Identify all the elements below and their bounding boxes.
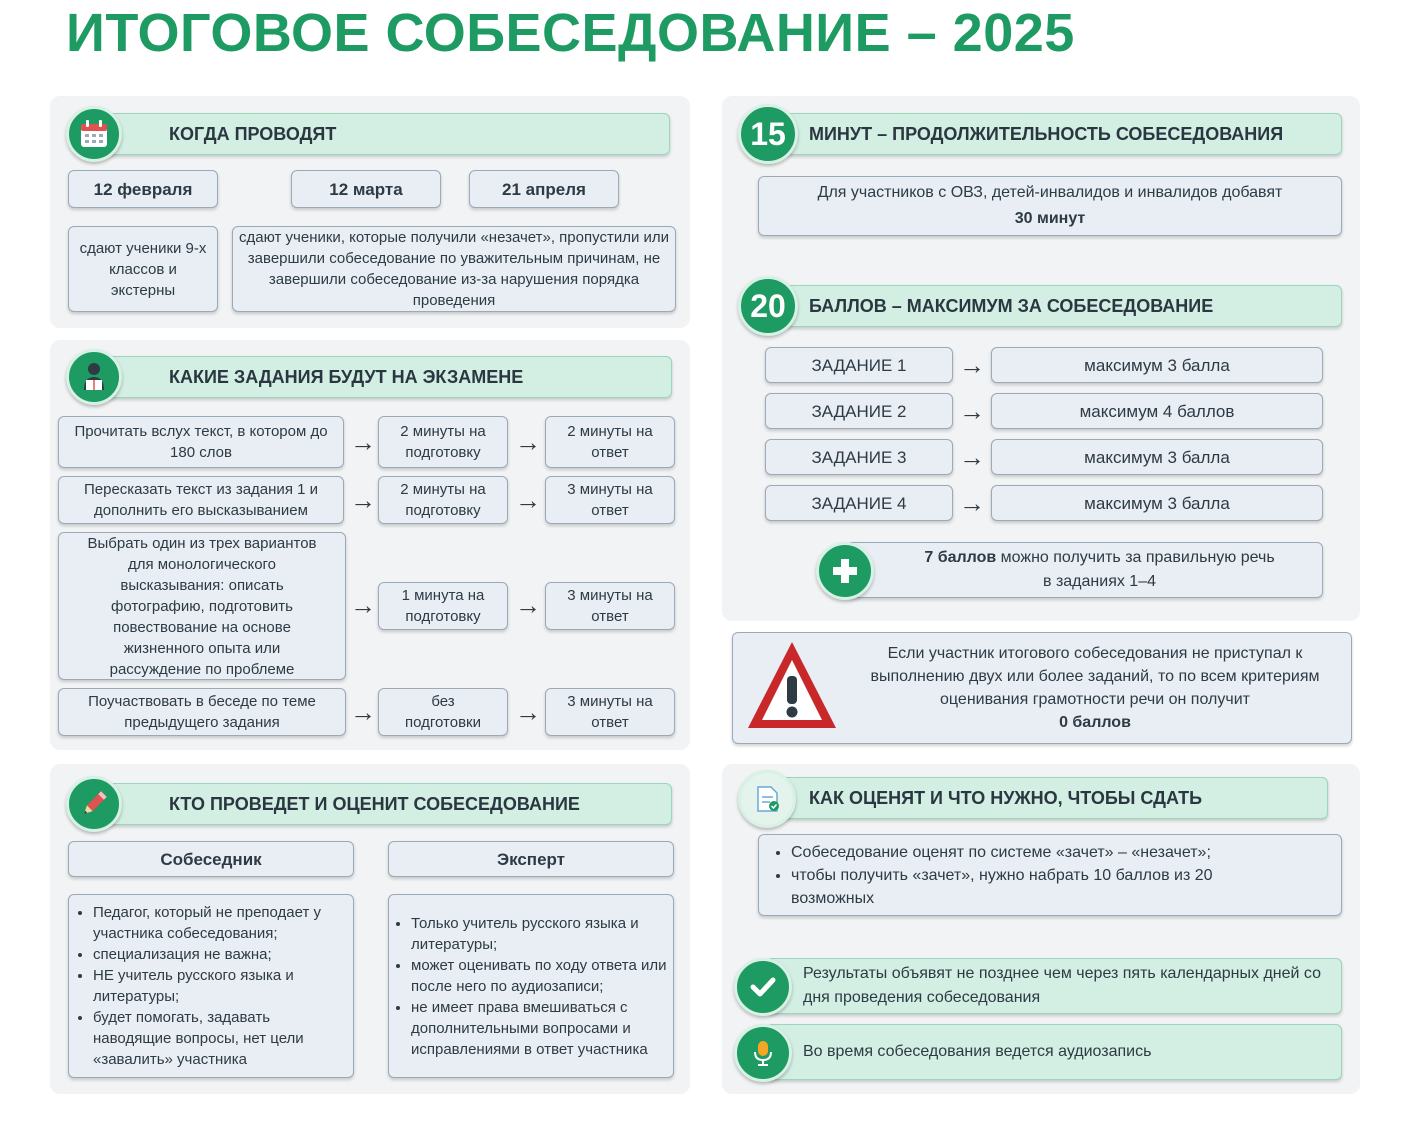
expert-list (388, 894, 674, 1078)
duration-number: 15 (738, 104, 798, 164)
who-takes-main: сдают ученики 9-х классов и экстерны (68, 226, 218, 312)
score-number: 20 (738, 276, 798, 336)
document-check-icon (738, 770, 796, 828)
results-box (766, 958, 1342, 1014)
who-takes-retake: сдают ученики, которые получили «незачет», пропустили или завершили собеседование по уважительным причинам, не завершили собеседование из-за нарушения порядка проведения (232, 226, 676, 312)
expert-title: Эксперт (388, 841, 674, 877)
expert-item: • не имеет права вмешиваться с дополнительными вопросами и исправлениями в ответ участника (411, 997, 669, 1060)
page-title: ИТОГОВОЕ СОБЕСЕДОВАНИЕ – 2025 (66, 3, 1075, 63)
task-2-prep: 2 минуты на подготовку (378, 476, 508, 524)
arrow-icon: → (515, 589, 541, 620)
microphone-icon (734, 1024, 792, 1082)
arrow-icon: → (350, 426, 376, 457)
task-1-prep: 2 минуты на подготовку (378, 416, 508, 468)
arrow-icon: → (515, 426, 541, 457)
task-3: Выбрать один из трех вариантов для монологического высказывания: описать фотографию, подготовить повествование на основе жизненного опыта или рассуждение по проблеме (58, 532, 346, 680)
score-max-4: максимум 3 балла (991, 485, 1323, 521)
grading-list (758, 834, 1342, 916)
score-max-1: максимум 3 балла (991, 347, 1323, 383)
pencil-icon (66, 776, 122, 832)
checkmark-icon (734, 958, 792, 1016)
results-text: Результаты объявят не позднее чем через пять календарных дней со дня проведения собеседования (803, 965, 1321, 1006)
task-1: Прочитать вслух текст, в котором до 180 слов (58, 416, 344, 468)
task-2-answer: 3 минуты на ответ (545, 476, 675, 524)
bonus-bold: 7 баллов (924, 549, 997, 566)
interviewer-item: • Педагог, который не преподает у участника собеседования; (93, 902, 349, 944)
task-3-prep: 1 минута на подготовку (378, 582, 508, 630)
warning-icon (744, 638, 840, 734)
score-max-2: максимум 4 баллов (991, 393, 1323, 429)
interviewer-item: • специализация не важна; (93, 944, 349, 965)
expert-item: • может оценивать по ходу ответа или после него по аудиозаписи; (411, 955, 669, 997)
score-task-1: ЗАДАНИЕ 1 (765, 347, 953, 383)
tasks-header: КАКИЕ ЗАДАНИЯ БУДУТ НА ЭКЗАМЕНЕ (98, 356, 672, 398)
arrow-icon: → (350, 696, 376, 727)
bonus-text: можно получить за правильную речь (1000, 549, 1275, 566)
bonus-note (846, 542, 1323, 598)
task-3-answer: 3 минуты на ответ (545, 582, 675, 630)
score-task-2: ЗАДАНИЕ 2 (765, 393, 953, 429)
task-2: Пересказать текст из задания 1 и дополнить его высказыванием (58, 476, 344, 524)
bonus-text-2: в заданиях 1–4 (1043, 573, 1156, 590)
score-header: БАЛЛОВ – МАКСИМУМ ЗА СОБЕСЕДОВАНИЕ (766, 285, 1342, 327)
when-header: КОГДА ПРОВОДЯТ (98, 113, 670, 155)
date-apr: 21 апреля (469, 170, 619, 208)
interviewer-list (68, 894, 354, 1078)
who-header: КТО ПРОВЕДЕТ И ОЦЕНИТ СОБЕСЕДОВАНИЕ (98, 783, 672, 825)
calendar-icon (66, 106, 122, 162)
audio-text: Во время собеседования ведется аудиозапись (803, 1043, 1152, 1060)
arrow-icon: → (959, 349, 985, 380)
date-feb: 12 февраля (68, 170, 218, 208)
arrow-icon: → (959, 441, 985, 472)
score-max-3: максимум 3 балла (991, 439, 1323, 475)
task-4: Поучаствовать в беседе по теме предыдущего задания (58, 688, 346, 736)
task-1-answer: 2 минуты на ответ (545, 416, 675, 468)
interviewer-item: • будет помогать, задавать наводящие вопросы, нет цели «завалить» участника (93, 1007, 349, 1070)
grading-item: • чтобы получить «зачет», нужно набрать 10 баллов из 20 возможных (791, 864, 1251, 910)
arrow-icon: → (515, 484, 541, 515)
interviewer-item: • НЕ учитель русского языка и литературы; (93, 965, 349, 1007)
grading-header: КАК ОЦЕНЯТ И ЧТО НУЖНО, ЧТОБЫ СДАТЬ (766, 777, 1328, 819)
reader-icon (66, 349, 122, 405)
plus-icon (816, 542, 874, 600)
grading-item: • Собеседование оценят по системе «зачет» – «незачет»; (791, 841, 1251, 864)
interviewer-title: Собеседник (68, 841, 354, 877)
arrow-icon: → (350, 589, 376, 620)
score-task-4: ЗАДАНИЕ 4 (765, 485, 953, 521)
duration-note (758, 176, 1342, 236)
duration-note-bold: 30 минут (1014, 210, 1086, 227)
task-4-answer: 3 минуты на ответ (545, 688, 675, 736)
duration-header: МИНУТ – ПРОДОЛЖИТЕЛЬНОСТЬ СОБЕСЕДОВАНИЯ (766, 113, 1342, 155)
arrow-icon: → (959, 395, 985, 426)
task-4-prep: без подготовки (378, 688, 508, 736)
date-mar: 12 марта (291, 170, 441, 208)
duration-note-text: Для участников с ОВЗ, детей-инвалидов и инвалидов добавят (817, 184, 1283, 201)
score-task-3: ЗАДАНИЕ 3 (765, 439, 953, 475)
audio-box (766, 1024, 1342, 1080)
arrow-icon: → (959, 487, 985, 518)
arrow-icon: → (515, 696, 541, 727)
warning-text: Если участник итогового собеседования не приступал к выполнению двух или более заданий, то по всем критериям оценивания грамотности речи он получит (870, 645, 1320, 708)
expert-item: • Только учитель русского языка и литературы; (411, 913, 669, 955)
arrow-icon: → (350, 484, 376, 515)
warning-bold: 0 баллов (1059, 714, 1131, 731)
